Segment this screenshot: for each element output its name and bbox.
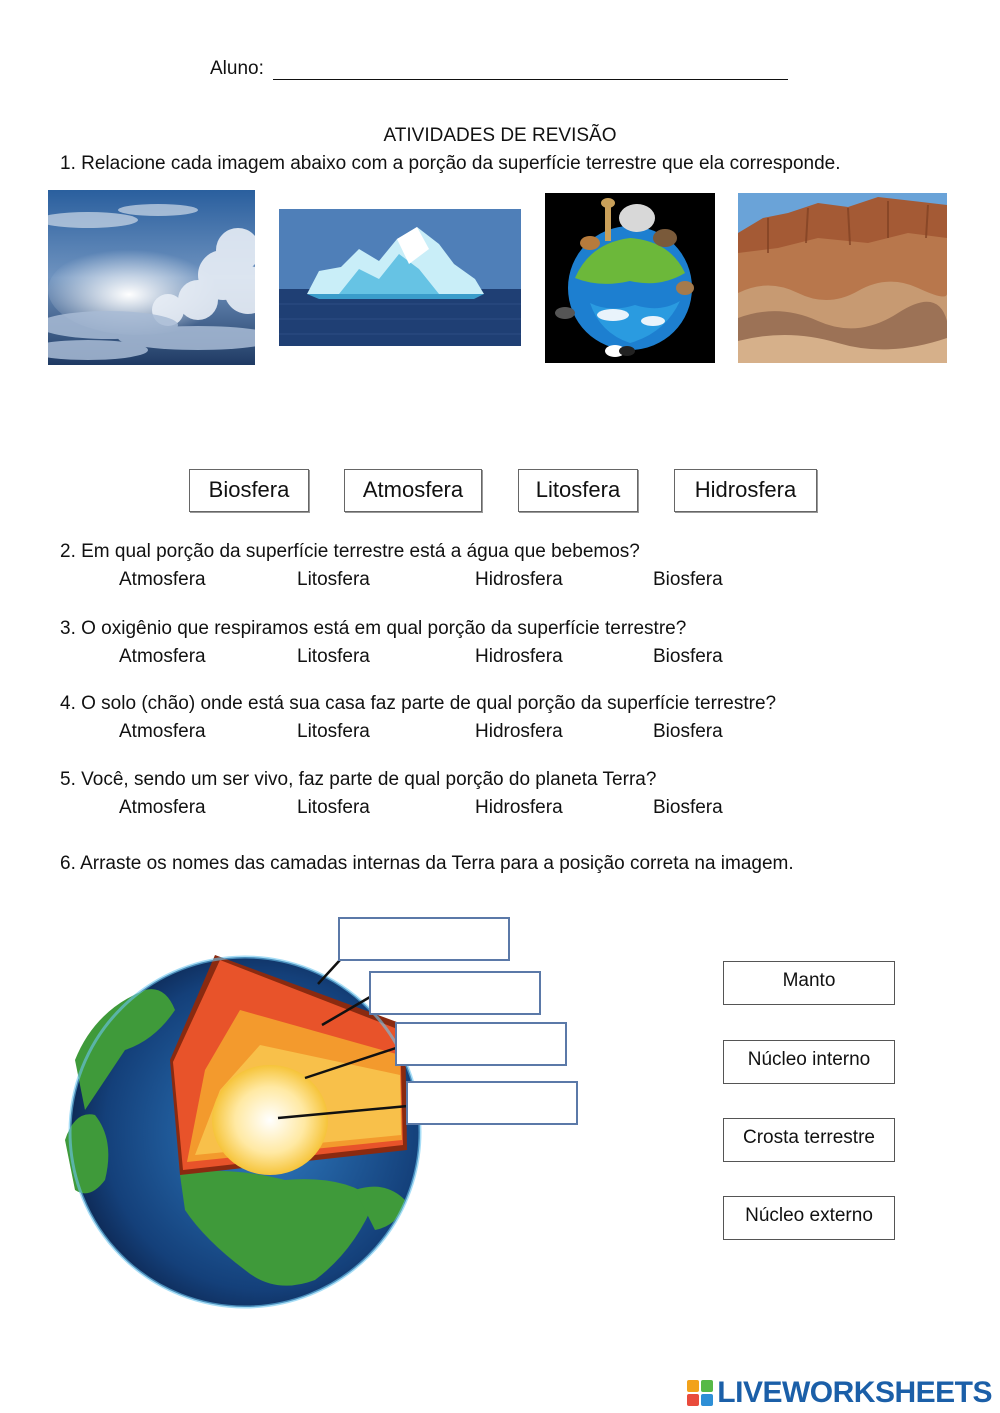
tag-atmosfera[interactable]: Atmosfera — [344, 469, 482, 512]
q5-option-litosfera[interactable]: Litosfera — [297, 797, 370, 818]
drop-zone-outer-core[interactable] — [395, 1022, 567, 1066]
q3-option-atmosfera[interactable]: Atmosfera — [119, 646, 206, 667]
q4-option-atmosfera[interactable]: Atmosfera — [119, 721, 206, 742]
liveworksheets-logo — [687, 1376, 992, 1410]
q4-option-litosfera[interactable]: Litosfera — [297, 721, 370, 742]
q3-option-hidrosfera[interactable]: Hidrosfera — [475, 646, 563, 667]
liveworksheets-logo-icon — [687, 1380, 713, 1406]
page-title: ATIVIDADES DE REVISÃO — [383, 125, 617, 146]
q3-option-litosfera[interactable]: Litosfera — [297, 646, 370, 667]
draggable-nucleo-externo[interactable]: Núcleo externo — [723, 1196, 895, 1240]
q2-option-hidrosfera[interactable]: Hidrosfera — [475, 569, 563, 590]
q4-option-biosfera[interactable]: Biosfera — [653, 721, 723, 742]
draggable-crosta-terrestre[interactable]: Crosta terrestre — [723, 1118, 895, 1162]
drop-zone-inner-core[interactable] — [406, 1081, 578, 1125]
q5-option-atmosfera[interactable]: Atmosfera — [119, 797, 206, 818]
question-5-text: 5. Você, sendo um ser vivo, faz parte de qual porção do planeta Terra? — [60, 769, 657, 790]
tag-litosfera[interactable]: Litosfera — [518, 469, 638, 512]
q5-option-hidrosfera[interactable]: Hidrosfera — [475, 797, 563, 818]
tag-biosfera[interactable]: Biosfera — [189, 469, 309, 512]
q4-option-hidrosfera[interactable]: Hidrosfera — [475, 721, 563, 742]
draggable-nucleo-interno[interactable]: Núcleo interno — [723, 1040, 895, 1084]
drop-zone-crust[interactable] — [338, 917, 510, 961]
q2-option-litosfera[interactable]: Litosfera — [297, 569, 370, 590]
question-4-text: 4. O solo (chão) onde está sua casa faz parte de qual porção da superfície terrestre? — [60, 693, 777, 714]
draggable-manto[interactable]: Manto — [723, 961, 895, 1005]
q5-option-biosfera[interactable]: Biosfera — [653, 797, 723, 818]
q2-option-biosfera[interactable]: Biosfera — [653, 569, 723, 590]
q2-option-atmosfera[interactable]: Atmosfera — [119, 569, 206, 590]
question-2-text: 2. Em qual porção da superfície terrestre está a água que bebemos? — [60, 541, 640, 562]
liveworksheets-brand-text: LIVEWORKSHEETS — [717, 1376, 992, 1409]
drop-zone-mantle[interactable] — [369, 971, 541, 1015]
q3-option-biosfera[interactable]: Biosfera — [653, 646, 723, 667]
tag-hidrosfera[interactable]: Hidrosfera — [674, 469, 817, 512]
student-name-label: Aluno: — [210, 58, 264, 79]
question-6-text: 6. Arraste os nomes das camadas internas da Terra para a posição correta na imagem. — [60, 853, 794, 874]
question-1-text: 1. Relacione cada imagem abaixo com a porção da superfície terrestre que ela corresponde. — [60, 153, 841, 174]
question-3-text: 3. O oxigênio que respiramos está em qual porção da superfície terrestre? — [60, 618, 687, 639]
